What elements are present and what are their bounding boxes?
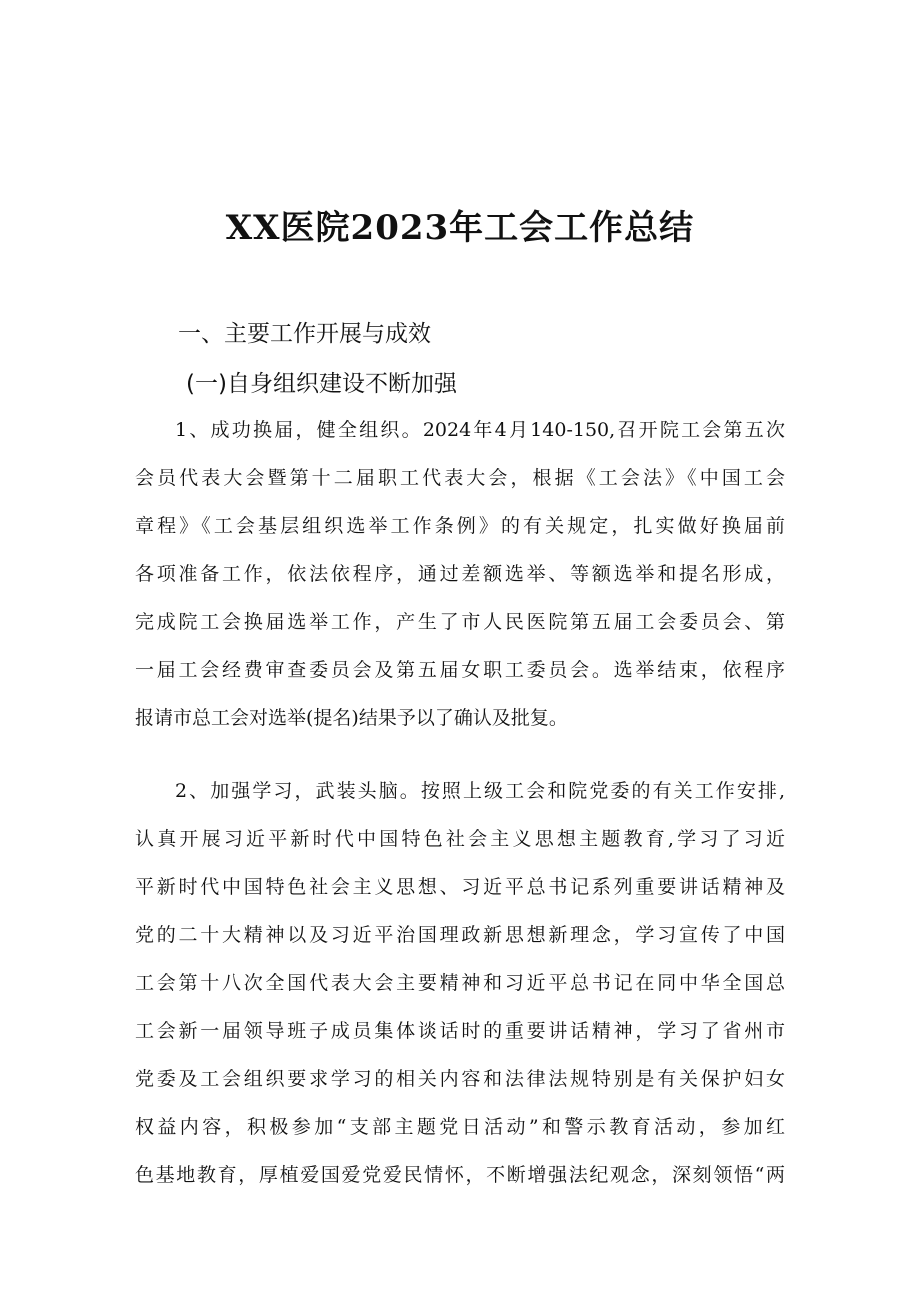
- paragraph-line: 党的二十大精神以及习近平治国理政新思想新理念，学习宣传了中国: [135, 924, 785, 946]
- paragraph-line: 工会第十八次全国代表大会主要精神和习近平总书记在同中华全国总: [135, 972, 785, 994]
- paragraph-line: 完成院工会换届选举工作，产生了市人民医院第五届工会委员会、第: [135, 611, 785, 633]
- paragraph-line: 平新时代中国特色社会主义思想、习近平总书记系列重要讲话精神及: [135, 876, 785, 898]
- paragraph-line: 各项准备工作，依法依程序，通过差额选举、等额选举和提名形成，: [135, 563, 785, 585]
- paragraph-line: 会员代表大会暨第十二届职工代表大会，根据《工会法》《中国工会: [135, 467, 785, 489]
- paragraph-line: 认真开展习近平新时代中国特色社会主义思想主题教育,学习了习近: [135, 828, 785, 850]
- paragraph-line: 2、加强学习，武装头脑。按照上级工会和院党委的有关工作安排,: [175, 780, 785, 802]
- paragraph-line: 1、成功换届，健全组织。2024年4月140-150,召开院工会第五次: [175, 419, 785, 441]
- paragraph-line: 色基地教育，厚植爱国爱党爱民情怀，不断增强法纪观念，深刻领悟“两: [135, 1164, 785, 1186]
- paragraph-line: 党委及工会组织要求学习的相关内容和法律法规特别是有关保护妇女: [135, 1068, 785, 1090]
- document-title: XX医院2023年工会工作总结: [225, 208, 695, 248]
- paragraph-line: 一届工会经费审查委员会及第五届女职工委员会。选举结束，依程序: [135, 659, 785, 681]
- paragraph-1: [135, 406, 785, 742]
- subsection-heading: (一)自身组织建设不断加强: [186, 371, 457, 397]
- paragraph-2: [135, 767, 785, 1199]
- section-heading: 一、主要工作开展与成效: [178, 321, 431, 347]
- paragraph-line: 工会新一届领导班子成员集体谈话时的重要讲话精神，学习了省州市: [135, 1020, 785, 1042]
- paragraph-line: 报请市总工会对选举(提名)结果予以了确认及批复。: [135, 707, 568, 729]
- paragraph-line: 章程》《工会基层组织选举工作条例》的有关规定，扎实做好换届前: [135, 515, 785, 537]
- paragraph-line: 权益内容，积极参加“支部主题党日活动”和警示教育活动，参加红: [135, 1116, 785, 1138]
